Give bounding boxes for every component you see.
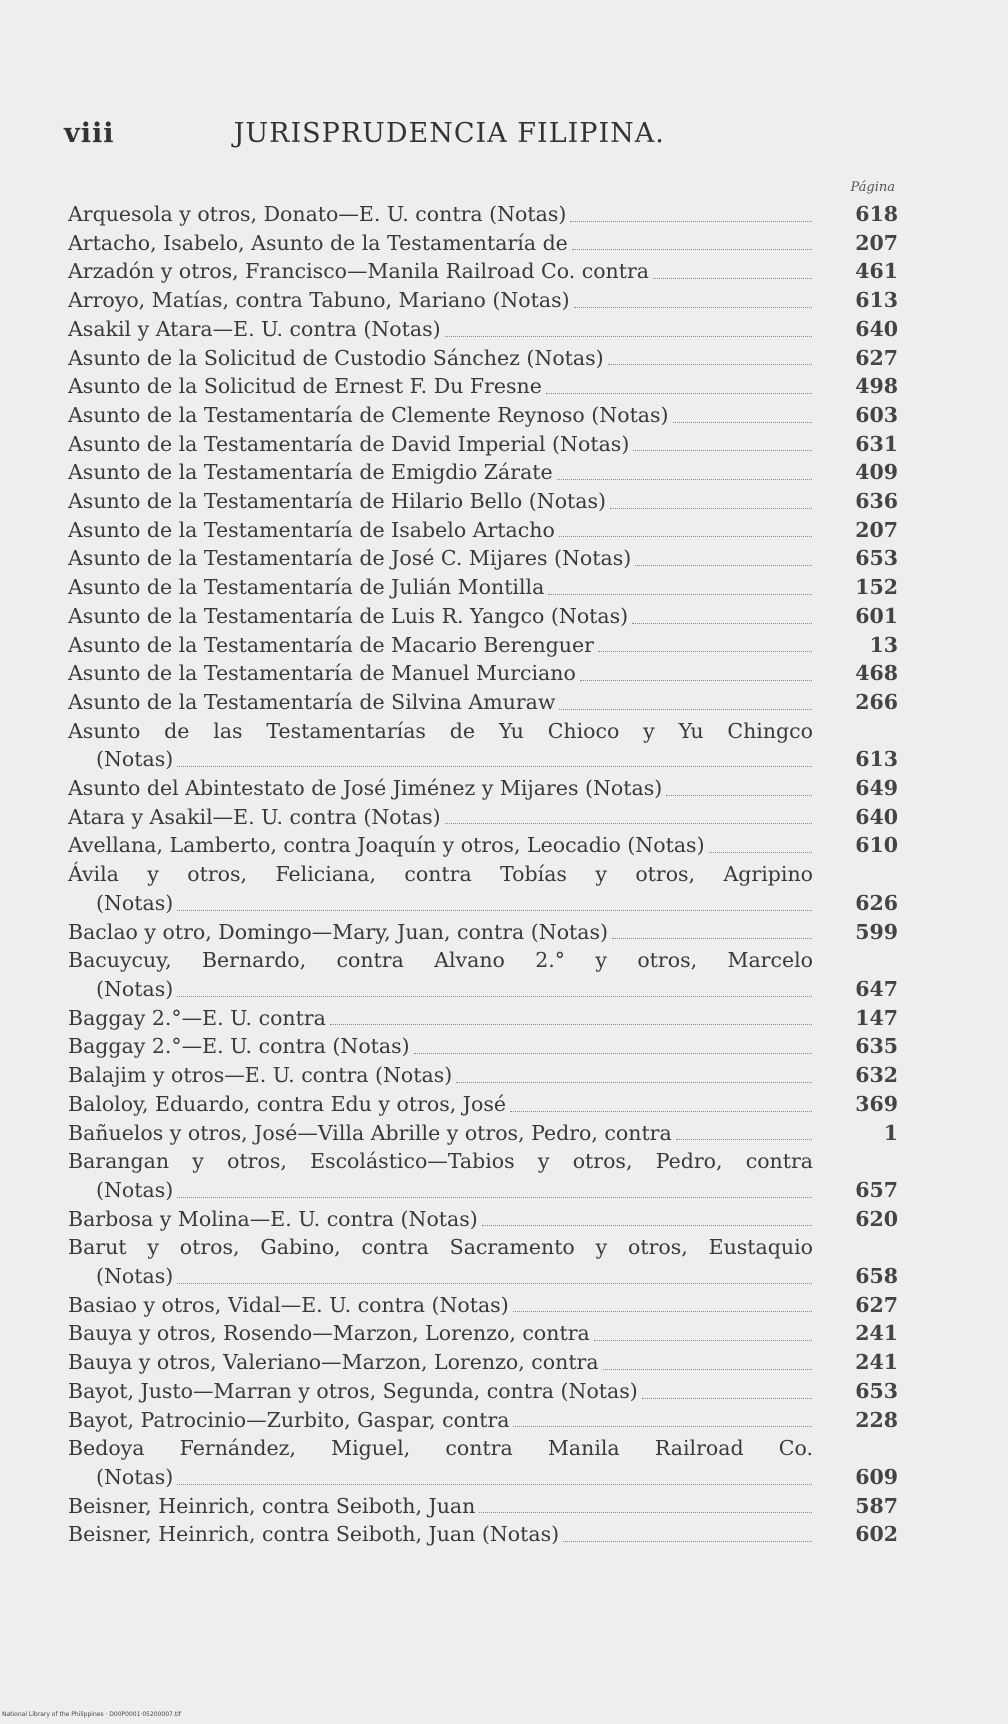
entry-text-wrap xyxy=(96,745,818,774)
index-entry xyxy=(68,229,898,258)
leader-dots xyxy=(546,393,812,394)
index-entry xyxy=(68,458,898,487)
entry-text-wrap xyxy=(68,1032,818,1061)
entry-text: Baggay 2.°—E. U. contra (Notas) xyxy=(68,1034,410,1059)
index-entry xyxy=(68,688,898,717)
index-entry xyxy=(68,1434,898,1491)
entry-page-number: 468 xyxy=(855,661,898,686)
entry-text: Basiao y otros, Vidal—E. U. contra (Notas) xyxy=(68,1292,509,1317)
entry-page-number: 635 xyxy=(855,1034,898,1059)
entry-text: Bañuelos y otros, José—Villa Abrille y otros, Pedro, contra xyxy=(68,1120,672,1145)
index-entry xyxy=(68,1319,898,1348)
entry-text-wrap xyxy=(68,688,818,717)
leader-dots xyxy=(574,307,812,308)
entry-page-number: 640 xyxy=(855,316,898,341)
index-entry xyxy=(68,918,898,947)
entry-text-wrap xyxy=(68,315,818,344)
leader-dots xyxy=(580,680,812,681)
leader-dots xyxy=(673,422,812,423)
leader-dots xyxy=(456,1082,812,1083)
leader-dots xyxy=(513,1311,812,1312)
leader-dots xyxy=(563,1541,812,1542)
entry-text-wrap xyxy=(68,544,818,573)
index-entry xyxy=(68,401,898,430)
entry-text-wrap xyxy=(68,831,818,860)
entry-text-line2: (Notas) xyxy=(96,890,174,915)
index-entry xyxy=(68,1520,898,1549)
leader-dots xyxy=(177,1283,812,1284)
entry-text: Arzadón y otros, Francisco—Manila Railroad Co. contra xyxy=(68,259,650,284)
entry-line2 xyxy=(68,1463,898,1492)
entry-text-line1: Bacuycuy, Bernardo, contra Alvano 2.° y otros, Marcelo xyxy=(68,948,813,973)
entry-text: Asunto de la Testamentaría de David Imperial (Notas) xyxy=(68,431,630,456)
entry-page-number: 228 xyxy=(855,1407,898,1432)
entry-page-number: 653 xyxy=(855,1378,898,1403)
index-entry xyxy=(68,344,898,373)
entry-text: Atara y Asakil—E. U. contra (Notas) xyxy=(68,804,441,829)
index-entry xyxy=(68,516,898,545)
leader-dots xyxy=(559,536,812,537)
index-entry xyxy=(68,1233,898,1290)
leader-dots xyxy=(635,565,812,566)
entry-text-wrap xyxy=(68,1291,818,1320)
entry-text-wrap xyxy=(68,573,818,602)
entry-text: Bayot, Patrocinio—Zurbito, Gaspar, contra xyxy=(68,1407,510,1432)
leader-dots xyxy=(557,479,812,480)
entry-page-number: 653 xyxy=(855,546,898,571)
entry-text-wrap xyxy=(68,458,818,487)
entry-page-number: 627 xyxy=(855,1292,898,1317)
entry-text-wrap xyxy=(68,229,818,258)
entry-page-number: 207 xyxy=(855,230,898,255)
entry-page-number: 152 xyxy=(855,575,898,600)
index-entry xyxy=(68,487,898,516)
entry-text: Asunto de la Testamentaría de José C. Mijares (Notas) xyxy=(68,546,632,571)
entry-page-number: 266 xyxy=(855,689,898,714)
index-entry xyxy=(68,1090,898,1119)
index-entry xyxy=(68,315,898,344)
leader-dots xyxy=(666,795,812,796)
index-entry xyxy=(68,1004,898,1033)
entry-text: Bauya y otros, Valeriano—Marzon, Lorenzo, contra xyxy=(68,1350,599,1375)
entry-text-wrap xyxy=(68,918,818,947)
index-entry xyxy=(68,1406,898,1435)
entry-text-wrap xyxy=(68,1119,818,1148)
entry-text-wrap xyxy=(68,1061,818,1090)
entry-text: Beisner, Heinrich, contra Seiboth, Juan xyxy=(68,1493,476,1518)
index-entry xyxy=(68,1492,898,1521)
entry-text: Beisner, Heinrich, contra Seiboth, Juan (Notas) xyxy=(68,1522,560,1547)
entry-line2 xyxy=(68,745,898,774)
entry-page-number: 1 xyxy=(883,1120,898,1145)
entry-line2 xyxy=(68,1176,898,1205)
leader-dots xyxy=(177,996,812,997)
index-entry xyxy=(68,1291,898,1320)
entry-text: Bauya y otros, Rosendo—Marzon, Lorenzo, contra xyxy=(68,1321,590,1346)
page-title: JURISPRUDENCIA FILIPINA. xyxy=(233,118,665,149)
entry-line2 xyxy=(68,889,898,918)
entry-text: Artacho, Isabelo, Asunto de la Testamentaría de xyxy=(68,230,568,255)
entry-page-number: 498 xyxy=(855,374,898,399)
index-entry xyxy=(68,1147,898,1204)
entry-page-number: 620 xyxy=(855,1206,898,1231)
entry-text-wrap xyxy=(68,1492,818,1521)
leader-dots xyxy=(548,594,812,595)
entry-page-number: 409 xyxy=(855,460,898,485)
entry-text: Baclao y otro, Domingo—Mary, Juan, contra (Notas) xyxy=(68,919,609,944)
entry-text-wrap xyxy=(68,1205,818,1234)
index-entry xyxy=(68,200,898,229)
entry-page-number: 640 xyxy=(855,804,898,829)
leader-dots xyxy=(610,508,812,509)
index-entry xyxy=(68,573,898,602)
leader-dots xyxy=(177,1484,812,1485)
entry-text: Asunto de la Testamentaría de Manuel Murciano xyxy=(68,661,576,686)
leader-dots xyxy=(559,709,812,710)
entry-line2 xyxy=(68,975,898,1004)
entry-page-number: 13 xyxy=(869,632,898,657)
entry-text: Baggay 2.°—E. U. contra xyxy=(68,1005,326,1030)
entry-text-wrap xyxy=(68,372,818,401)
leader-dots xyxy=(633,450,812,451)
entry-text-wrap xyxy=(96,889,818,918)
entry-text-line1: Bedoya Fernández, Miguel, contra Manila Railroad Co. xyxy=(68,1436,813,1461)
index-list xyxy=(68,200,898,1549)
entry-text: Asunto de la Testamentaría de Emigdio Zárate xyxy=(68,460,553,485)
entry-text: Asakil y Atara—E. U. contra (Notas) xyxy=(68,316,441,341)
entry-text-line2: (Notas) xyxy=(96,1464,174,1489)
entry-text-wrap xyxy=(68,631,818,660)
entry-text-wrap xyxy=(68,659,818,688)
entry-page-number: 369 xyxy=(855,1091,898,1116)
index-entry xyxy=(68,1061,898,1090)
leader-dots xyxy=(608,364,812,365)
entry-page-number: 647 xyxy=(855,976,898,1001)
entry-text-wrap xyxy=(68,487,818,516)
entry-text: Avellana, Lamberto, contra Joaquín y otros, Leocadio (Notas) xyxy=(68,833,705,858)
entry-page-number: 631 xyxy=(855,431,898,456)
index-entry xyxy=(68,602,898,631)
leader-dots xyxy=(513,1426,812,1427)
entry-text: Asunto de la Solicitud de Ernest F. Du Fresne xyxy=(68,374,542,399)
entry-text: Asunto del Abintestato de José Jiménez y Mijares (Notas) xyxy=(68,776,663,801)
leader-dots xyxy=(510,1111,812,1112)
entry-page-number: 649 xyxy=(855,776,898,801)
entry-text: Asunto de la Testamentaría de Luis R. Yangco (Notas) xyxy=(68,603,629,628)
leader-dots xyxy=(445,823,812,824)
entry-text-wrap xyxy=(68,286,818,315)
entry-page-number: 610 xyxy=(855,833,898,858)
entry-page-number: 613 xyxy=(855,288,898,313)
entry-text-wrap xyxy=(96,1176,818,1205)
leader-dots xyxy=(612,938,812,939)
entry-page-number: 147 xyxy=(855,1005,898,1030)
entry-text: Arroyo, Matías, contra Tabuno, Mariano (Notas) xyxy=(68,288,570,313)
entry-page-number: 627 xyxy=(855,345,898,370)
leader-dots xyxy=(632,623,812,624)
entry-text: Asunto de la Testamentaría de Julián Montilla xyxy=(68,575,545,600)
entry-page-number: 603 xyxy=(855,402,898,427)
leader-dots xyxy=(445,336,812,337)
entry-text-line1: Ávila y otros, Feliciana, contra Tobías y otros, Agripino xyxy=(68,862,813,887)
leader-dots xyxy=(177,1197,812,1198)
entry-text-line1: Barangan y otros, Escolástico—Tabios y otros, Pedro, contra xyxy=(68,1149,813,1174)
entry-text: Arquesola y otros, Donato—E. U. contra (Notas) xyxy=(68,202,567,226)
entry-text-wrap xyxy=(68,200,818,229)
index-entry xyxy=(68,1032,898,1061)
leader-dots xyxy=(479,1512,812,1513)
index-entry xyxy=(68,631,898,660)
entry-page-number: 602 xyxy=(855,1522,898,1547)
index-entry xyxy=(68,1205,898,1234)
entry-text: Asunto de la Testamentaría de Silvina Amuraw xyxy=(68,689,556,714)
index-entry xyxy=(68,774,898,803)
entry-line2 xyxy=(68,1262,898,1291)
entry-page-number: 461 xyxy=(855,259,898,284)
entry-text-wrap xyxy=(68,602,818,631)
roman-page-number: viii xyxy=(64,118,115,149)
leader-dots xyxy=(570,221,812,222)
leader-dots xyxy=(572,249,812,250)
entry-text-line2: (Notas) xyxy=(96,1177,174,1202)
entry-page-number: 609 xyxy=(855,1464,898,1489)
leader-dots xyxy=(653,278,812,279)
index-entry xyxy=(68,659,898,688)
leader-dots xyxy=(330,1024,812,1025)
entry-page-number: 601 xyxy=(855,603,898,628)
index-entry xyxy=(68,430,898,459)
entry-text: Balajim y otros—E. U. contra (Notas) xyxy=(68,1063,453,1088)
entry-text-line2: (Notas) xyxy=(96,1264,174,1289)
entry-page-number: 626 xyxy=(855,890,898,915)
entry-text-wrap xyxy=(68,344,818,373)
entry-page-number: 599 xyxy=(855,919,898,944)
entry-page-number: 207 xyxy=(855,517,898,542)
entry-page-number: 241 xyxy=(855,1321,898,1346)
index-entry xyxy=(68,372,898,401)
entry-text-wrap xyxy=(68,1377,818,1406)
entry-text-wrap xyxy=(96,1463,818,1492)
entry-text-wrap xyxy=(68,774,818,803)
entry-text-wrap xyxy=(96,1262,818,1291)
leader-dots xyxy=(709,852,812,853)
entry-page-number: 613 xyxy=(855,747,898,772)
index-entry xyxy=(68,544,898,573)
entry-page-number: 587 xyxy=(855,1493,898,1518)
entry-page-number: 658 xyxy=(855,1264,898,1289)
entry-text-wrap xyxy=(68,516,818,545)
entry-text-wrap xyxy=(68,1090,818,1119)
index-entry xyxy=(68,1119,898,1148)
entry-text: Baloloy, Eduardo, contra Edu y otros, José xyxy=(68,1091,506,1116)
entry-text-wrap xyxy=(68,1520,818,1549)
entry-text-wrap xyxy=(68,257,818,286)
entry-page-number: 632 xyxy=(855,1063,898,1088)
entry-text: Bayot, Justo—Marran y otros, Segunda, contra (Notas) xyxy=(68,1378,638,1403)
leader-dots xyxy=(482,1225,812,1226)
index-entry xyxy=(68,717,898,774)
entry-text-wrap xyxy=(68,430,818,459)
footer-credit: National Library of the Philippines · D00P0001·05200007.tif xyxy=(2,1711,181,1718)
entry-text-line2: (Notas) xyxy=(96,747,174,772)
entry-text-wrap xyxy=(68,1348,818,1377)
entry-text-wrap xyxy=(68,1406,818,1435)
leader-dots xyxy=(177,910,812,911)
entry-text-wrap xyxy=(68,1319,818,1348)
entry-text-wrap xyxy=(68,803,818,832)
entry-text: Asunto de la Solicitud de Custodio Sánchez (Notas) xyxy=(68,345,604,370)
index-entry xyxy=(68,1348,898,1377)
leader-dots xyxy=(177,766,812,767)
entry-text: Asunto de la Testamentaría de Hilario Bello (Notas) xyxy=(68,489,607,514)
entry-page-number: 241 xyxy=(855,1350,898,1375)
entry-page-number: 618 xyxy=(855,202,898,226)
page-column-label: Página xyxy=(850,180,895,195)
entry-text-wrap xyxy=(68,401,818,430)
leader-dots xyxy=(414,1053,812,1054)
page-header xyxy=(64,118,824,149)
entry-text-line1: Asunto de las Testamentarías de Yu Chioco y Yu Chingco xyxy=(68,718,813,743)
index-entry xyxy=(68,1377,898,1406)
entry-text-line1: Barut y otros, Gabino, contra Sacramento y otros, Eustaquio xyxy=(68,1235,813,1260)
entry-text: Asunto de la Testamentaría de Macario Berenguer xyxy=(68,632,594,657)
index-entry xyxy=(68,831,898,860)
entry-text-wrap xyxy=(96,975,818,1004)
leader-dots xyxy=(603,1369,812,1370)
entry-text-wrap xyxy=(68,1004,818,1033)
index-entry xyxy=(68,257,898,286)
entry-text: Barbosa y Molina—E. U. contra (Notas) xyxy=(68,1206,478,1231)
leader-dots xyxy=(594,1340,812,1341)
index-entry xyxy=(68,860,898,917)
entry-text: Asunto de la Testamentaría de Isabelo Artacho xyxy=(68,517,555,542)
entry-page-number: 657 xyxy=(855,1177,898,1202)
leader-dots xyxy=(642,1398,812,1399)
entry-text-line2: (Notas) xyxy=(96,976,174,1001)
entry-text: Asunto de la Testamentaría de Clemente Reynoso (Notas) xyxy=(68,402,669,427)
leader-dots xyxy=(598,651,812,652)
index-entry xyxy=(68,286,898,315)
leader-dots xyxy=(676,1139,812,1140)
index-entry xyxy=(68,946,898,1003)
index-entry xyxy=(68,803,898,832)
entry-page-number: 636 xyxy=(855,489,898,514)
